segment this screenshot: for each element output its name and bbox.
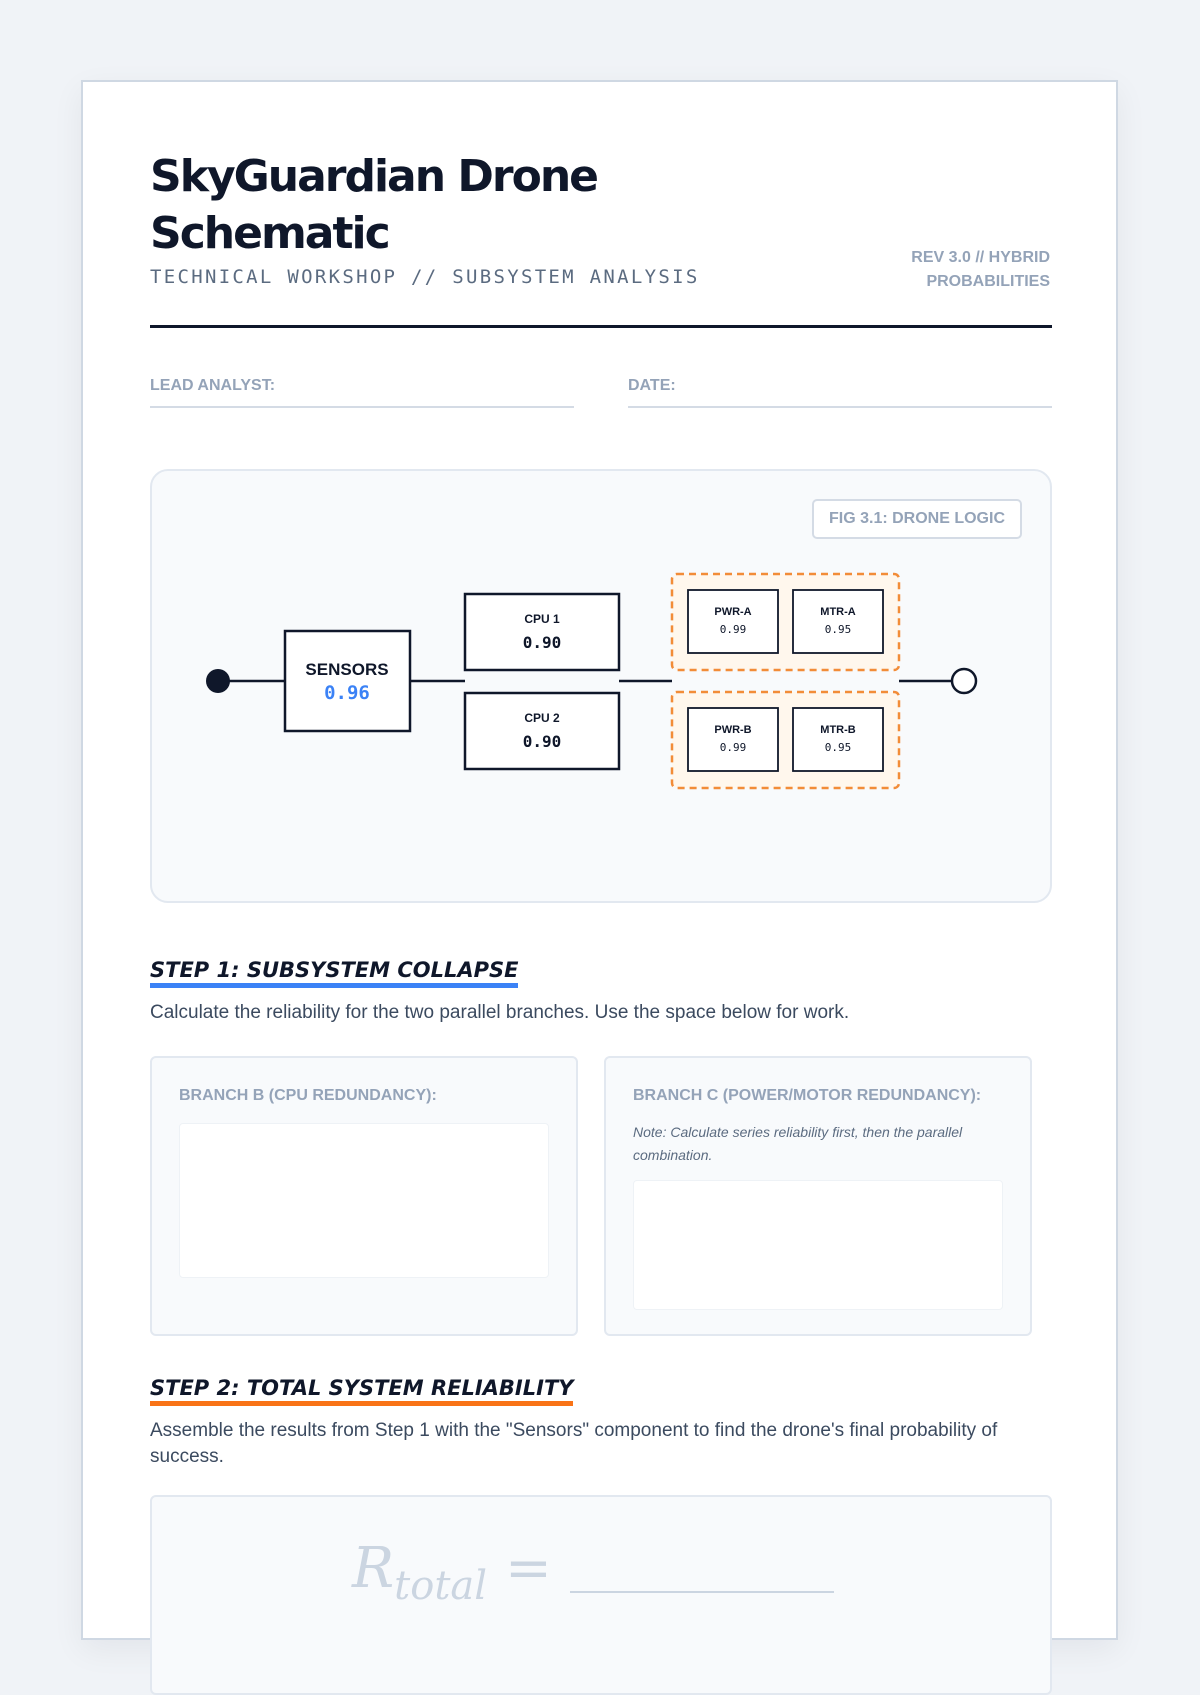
pwr-b-value: 0.99 <box>719 741 747 754</box>
step-2-heading <box>150 1374 573 1402</box>
lead-analyst-label: LEAD ANALYST: <box>150 377 276 394</box>
pwr-a-value: 0.99 <box>719 623 747 636</box>
mtr-b-name: MTR-B <box>820 724 856 736</box>
revision-label <box>850 246 1050 294</box>
figure-label: FIG 3.1: DRONE LOGIC <box>812 499 1022 539</box>
date-label: DATE: <box>628 377 676 394</box>
sensors-value: 0.96 <box>324 682 370 704</box>
revision-line-1: REV 3.0 // HYBRID <box>911 249 1050 266</box>
page-title: SkyGuardian Drone Schematic <box>150 151 597 259</box>
cpu-2-value: 0.90 <box>522 732 562 751</box>
formula-symbol: R <box>352 1536 395 1601</box>
output-node <box>952 669 976 693</box>
branch-c-work-area[interactable] <box>633 1180 1003 1310</box>
reliability-block-diagram <box>152 471 1050 901</box>
total-reliability-panel <box>150 1495 1052 1695</box>
input-node <box>206 669 230 693</box>
branch-c-note: Note: Calculate series reliability first, then the parallel combination. <box>633 1124 963 1163</box>
formula-equals: = <box>505 1536 552 1601</box>
step-1-heading <box>150 956 518 984</box>
sensors-name: SENSORS <box>305 660 389 679</box>
cpu-1-block <box>465 594 619 670</box>
drone-logic-figure <box>150 469 1052 903</box>
branch-b-work-area[interactable] <box>179 1123 549 1278</box>
total-reliability-formula <box>352 1533 552 1610</box>
pwr-b-block <box>688 708 778 771</box>
mtr-a-name: MTR-A <box>820 606 856 618</box>
page-subtitle: TECHNICAL WORKSHOP // SUBSYSTEM ANALYSIS <box>150 266 700 288</box>
formula-subscript: total <box>394 1563 488 1609</box>
pwr-a-block <box>688 590 778 653</box>
step-1-instructions: Calculate the reliability for the two parallel branches. Use the space below for work. <box>150 1002 850 1023</box>
cpu-1-value: 0.90 <box>522 633 562 652</box>
date-field[interactable] <box>628 377 1052 408</box>
step-1-underline <box>150 983 518 988</box>
branch-b-label: BRANCH B (CPU REDUNDANCY): <box>179 1087 437 1104</box>
cpu-1-name: CPU 1 <box>524 612 560 626</box>
mtr-a-block <box>793 590 883 653</box>
mtr-a-value: 0.95 <box>824 623 852 636</box>
cpu-2-block <box>465 693 619 769</box>
branch-c-panel <box>604 1056 1032 1336</box>
pwr-a-name: PWR-A <box>714 606 752 618</box>
mtr-b-value: 0.95 <box>824 741 852 754</box>
step-2-underline <box>150 1401 573 1406</box>
pwr-b-name: PWR-B <box>714 724 752 736</box>
mtr-b-block <box>793 708 883 771</box>
branch-b-panel <box>150 1056 578 1336</box>
total-reliability-answer-line[interactable] <box>570 1591 834 1593</box>
lead-analyst-field[interactable] <box>150 377 574 408</box>
worksheet-page <box>81 80 1118 1640</box>
sensors-block <box>285 631 410 731</box>
step-2-instructions: Assemble the results from Step 1 with the "Sensors" component to find the drone's final probability of success. <box>150 1420 998 1467</box>
branch-c-label: BRANCH C (POWER/MOTOR REDUNDANCY): <box>633 1087 982 1104</box>
header-divider <box>150 325 1052 328</box>
step-2-title: STEP 2: TOTAL SYSTEM RELIABILITY <box>150 1376 574 1400</box>
revision-line-2: PROBABILITIES <box>926 273 1050 290</box>
step-1-title: STEP 1: SUBSYSTEM COLLAPSE <box>150 958 519 982</box>
cpu-2-name: CPU 2 <box>524 711 560 725</box>
